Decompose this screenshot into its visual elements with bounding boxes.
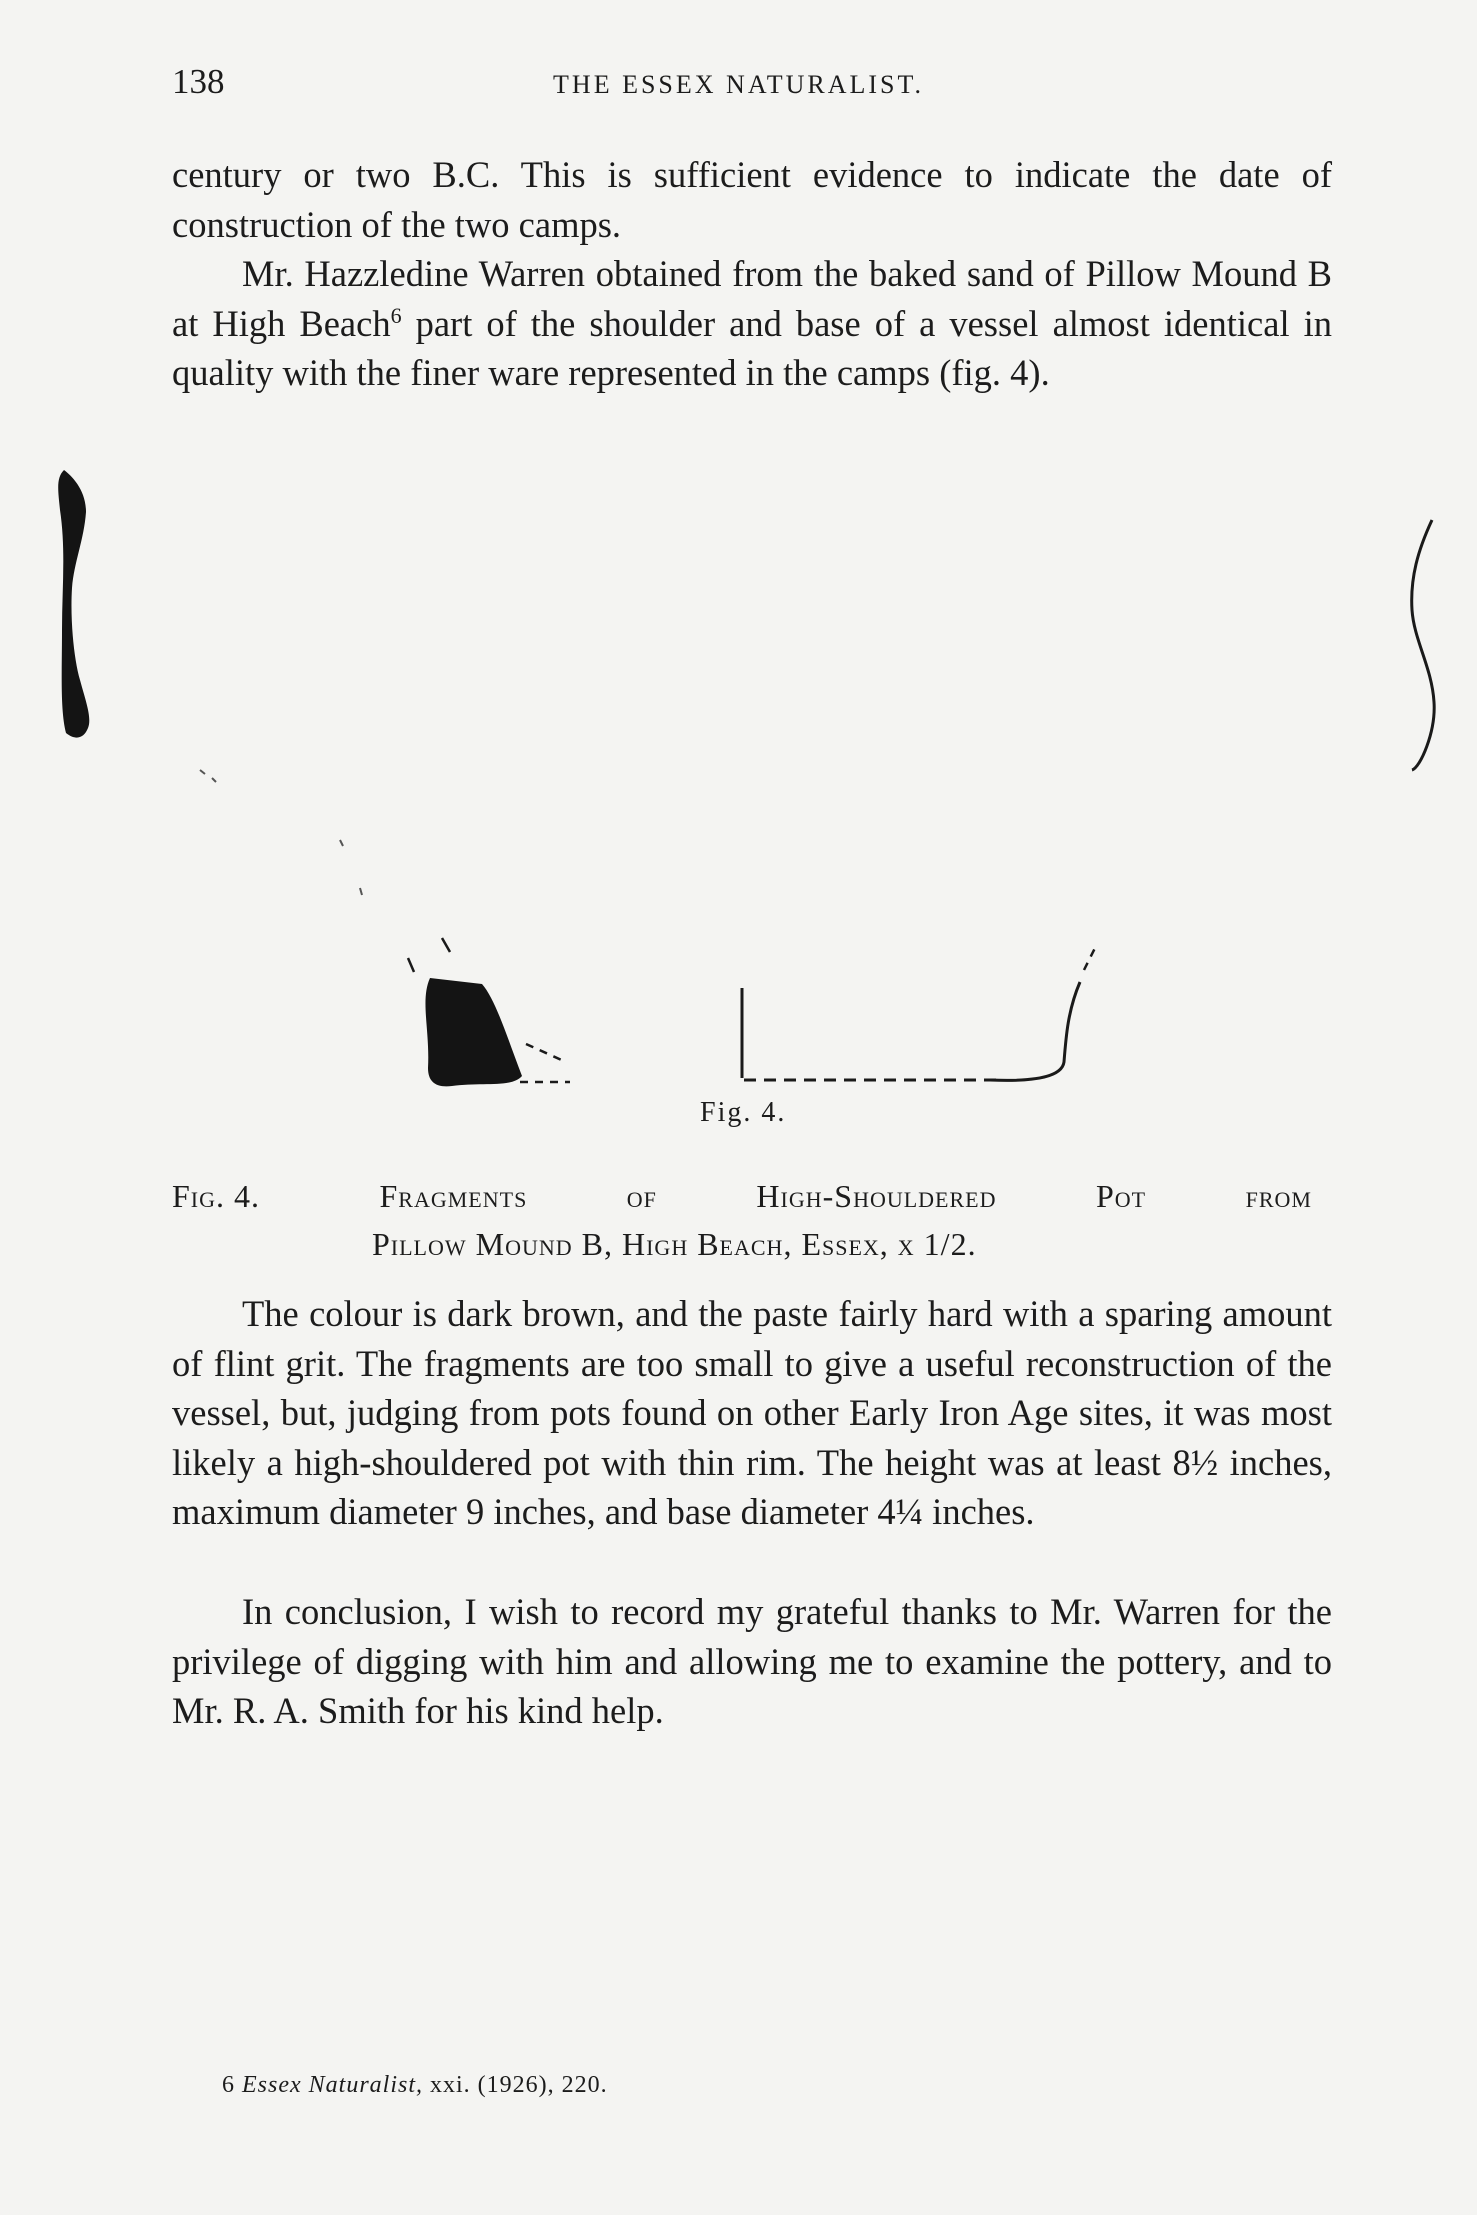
footnote-ref: xxi. (1926), 220. (430, 2072, 608, 2098)
journal-title: THE ESSEX NATURALIST. (553, 70, 924, 99)
base-dashes-top (408, 938, 450, 972)
figure-drawing (0, 470, 1477, 1170)
paragraph-3 (172, 1289, 1332, 1537)
footnote-number: 6 (222, 2072, 235, 2098)
paragraph-2 (172, 249, 1332, 398)
paragraph-1: century or two B.C. This is sufficient evidence to indicate the date of construction of the two camps. (172, 154, 1332, 245)
paragraph-4-text: In conclusion, I wish to record my grateful thanks to Mr. Warren for the privilege of digging with him and allowing me to examine the pottery, and to Mr. R. A. Smith for his kind help. (172, 1591, 1332, 1731)
caption-line-1 (172, 1172, 1312, 1220)
caption-word: Pot (1095, 1178, 1147, 1214)
page-number: 138 (172, 62, 225, 101)
base-fragment (425, 978, 522, 1086)
caption-fig-number: Fig. 4. (172, 1178, 261, 1214)
paragraph-2-text: Mr. Hazzledine Warren obtained from the baked sand of Pillow Mound B at High Beach (172, 253, 1332, 344)
caption-line-2: Pillow Mound B, High Beach, Essex, x 1/2. (372, 1226, 977, 1262)
footnote (222, 2072, 608, 2099)
figure-caption (172, 1172, 1312, 1268)
paragraph-2-text-cont: part of the shoulder and base of a vessel almost identical in quality with the finer ware represented in the camps (fig. 4). (172, 302, 1332, 393)
paragraph-3-text: The colour is dark brown, and the paste fairly hard with a sparing amount of flint grit. The fragments are too small to give a useful reconstruction of the vessel, but, judging from pots found on other Early Iron Age sites, it was most likely a high-shouldered pot with thin rim. The height was at least 8½ inches, maximum diameter 9 inches, and base diameter 4¼ inches. (172, 1293, 1332, 1532)
caption-word: of (626, 1178, 657, 1214)
paragraph-4 (172, 1587, 1332, 1736)
section-wall-dashed (1084, 946, 1096, 970)
base-dashes-upper (526, 1044, 566, 1062)
caption-word: from (1245, 1178, 1312, 1214)
figure-label: Fig. 4. (700, 1097, 787, 1128)
section-wall (990, 982, 1080, 1080)
shoulder-profile-left (58, 470, 89, 738)
caption-word: Fragments (379, 1178, 528, 1214)
running-head (172, 62, 1305, 112)
footnote-title: Essex Naturalist, (242, 2072, 424, 2098)
shoulder-profile-right (1412, 520, 1434, 770)
footnote-marker: 6 (390, 302, 402, 328)
faint-dots (200, 770, 362, 895)
caption-word: High-Shouldered (756, 1178, 997, 1214)
figure-4 (0, 470, 1477, 1170)
